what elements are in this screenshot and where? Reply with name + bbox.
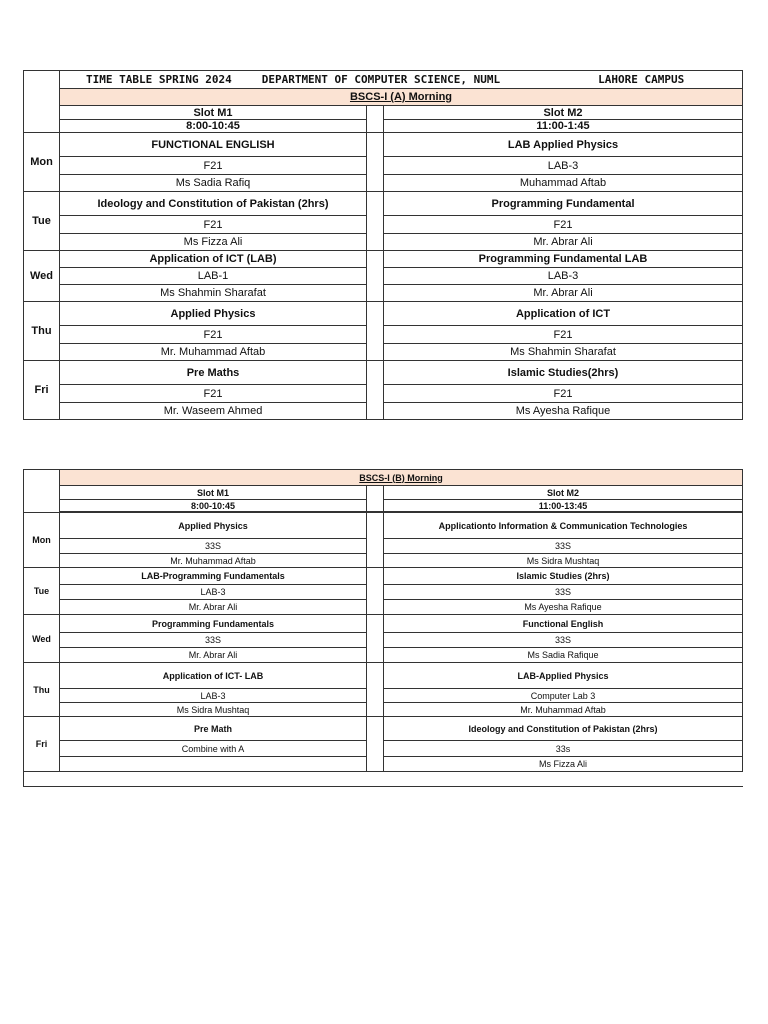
teacher: Ms Sadia Rafiq [60, 175, 367, 192]
teacher: Ms Shahmin Sharafat [60, 285, 367, 302]
room: F21 [60, 385, 367, 403]
course-name: Pre Maths [60, 361, 367, 385]
spacer-cell [367, 513, 384, 568]
table-row [24, 615, 743, 633]
table-row [24, 663, 743, 689]
spacer-cell [367, 486, 384, 512]
spacer-cell [367, 663, 384, 717]
teacher: Mr. Abrar Ali [384, 234, 743, 251]
section-a-heading: BSCS-I (A) Morning [60, 89, 743, 106]
room: F21 [60, 157, 367, 175]
table-row [24, 251, 743, 268]
day-label: Thu [24, 663, 60, 717]
room: LAB-3 [384, 157, 743, 175]
timetable-header [60, 71, 743, 89]
slot-m2-label: Slot M2 [384, 106, 743, 120]
room: Computer Lab 3 [384, 689, 743, 703]
table-row [24, 772, 743, 787]
corner-cell [24, 71, 60, 133]
slot-m1-time: 8:00-10:45 [60, 120, 367, 133]
room: F21 [384, 216, 743, 234]
spacer-cell [367, 302, 384, 361]
day-label: Wed [24, 615, 60, 663]
empty-cell [60, 772, 743, 787]
teacher: Mr. Muhammad Aftab [60, 344, 367, 361]
day-label: Tue [24, 568, 60, 615]
spacer-cell [367, 106, 384, 133]
room: F21 [384, 326, 743, 344]
teacher: Mr. Abrar Ali [60, 600, 367, 615]
room: LAB-1 [60, 268, 367, 285]
course-name: Islamic Studies (2hrs) [384, 568, 743, 585]
spacer-cell [367, 251, 384, 302]
day-label: Wed [24, 251, 60, 302]
day-label: Tue [24, 192, 60, 251]
day-label: Mon [24, 513, 60, 568]
room: LAB-3 [384, 268, 743, 285]
spacer-cell [367, 615, 384, 663]
teacher: Ms Ayesha Rafique [384, 600, 743, 615]
teacher: Ms Ayesha Rafique [384, 403, 743, 420]
course-name: LAB-Applied Physics [384, 663, 743, 689]
spacer-cell [367, 717, 384, 772]
teacher: Mr. Muhammad Aftab [60, 554, 367, 568]
course-name: Applied Physics [60, 513, 367, 539]
room: 33S [60, 633, 367, 648]
table-row [24, 302, 743, 326]
spacer-cell [367, 361, 384, 420]
department-name: DEPARTMENT OF COMPUTER SCIENCE, NUML [261, 73, 501, 86]
room: 33S [60, 539, 367, 554]
course-name: Applied Physics [60, 302, 367, 326]
teacher: Ms Sidra Mushtaq [384, 554, 743, 568]
course-name: Application of ICT [384, 302, 743, 326]
course-name: Ideology and Constitution of Pakistan (2hrs) [384, 717, 743, 741]
table-row [24, 192, 743, 216]
course-name: Programming Fundamental [384, 192, 743, 216]
teacher: Muhammad Aftab [384, 175, 743, 192]
teacher: Mr. Abrar Ali [60, 648, 367, 663]
day-label: Mon [24, 133, 60, 192]
timetable-section-b [23, 469, 743, 787]
teacher: Mr. Muhammad Aftab [384, 703, 743, 717]
slot-m2-time: 11:00-13:45 [384, 500, 743, 512]
teacher: Ms Fizza Ali [60, 234, 367, 251]
slot-m2-label: Slot M2 [384, 486, 743, 500]
room: 33s [384, 741, 743, 757]
room: 33S [384, 633, 743, 648]
room: F21 [60, 216, 367, 234]
teacher: Ms Sadia Rafique [384, 648, 743, 663]
day-label: Thu [24, 302, 60, 361]
table-row [24, 133, 743, 157]
campus-name: LAHORE CAMPUS [598, 73, 685, 86]
room: F21 [60, 326, 367, 344]
course-name: Application of ICT (LAB) [60, 251, 367, 268]
table-row [24, 568, 743, 585]
course-name: FUNCTIONAL ENGLISH [60, 133, 367, 157]
course-name: Programming Fundamental LAB [384, 251, 743, 268]
slot-m1-label: Slot M1 [60, 106, 367, 120]
room: F21 [384, 385, 743, 403]
teacher [60, 757, 367, 772]
day-label: Fri [24, 361, 60, 420]
table-row [24, 717, 743, 741]
teacher: Mr. Waseem Ahmed [60, 403, 367, 420]
slot-m2-time: 11:00-1:45 [384, 120, 743, 133]
course-name: Ideology and Constitution of Pakistan (2hrs) [60, 192, 367, 216]
timetable-title: TIME TABLE SPRING 2024 [86, 73, 232, 86]
corner-cell [24, 470, 60, 513]
day-label: Fri [24, 717, 60, 772]
table-row [24, 513, 743, 539]
room: Combine with A [60, 741, 367, 757]
room: LAB-3 [60, 689, 367, 703]
teacher: Mr. Abrar Ali [384, 285, 743, 302]
empty-cell [24, 772, 60, 787]
teacher: Ms Sidra Mushtaq [60, 703, 367, 717]
course-name: Functional English [384, 615, 743, 633]
spacer-cell [367, 133, 384, 192]
spacer-cell [367, 192, 384, 251]
table-row [24, 361, 743, 385]
course-name: Islamic Studies(2hrs) [384, 361, 743, 385]
slot-m1-time: 8:00-10:45 [60, 500, 367, 512]
teacher: Ms Shahmin Sharafat [384, 344, 743, 361]
room: 33S [384, 585, 743, 600]
room: 33S [384, 539, 743, 554]
teacher: Ms Fizza Ali [384, 757, 743, 772]
section-b-heading: BSCS-I (B) Morning [60, 470, 743, 486]
course-name: LAB-Programming Fundamentals [60, 568, 367, 585]
timetable-section-a [23, 70, 743, 420]
course-name: Programming Fundamentals [60, 615, 367, 633]
room: LAB-3 [60, 585, 367, 600]
spacer-cell [367, 568, 384, 615]
slot-m1-label: Slot M1 [60, 486, 367, 500]
course-name: LAB Applied Physics [384, 133, 743, 157]
course-name: Applicationto Information & Communication Technologies [384, 513, 743, 539]
course-name: Pre Math [60, 717, 367, 741]
course-name: Application of ICT- LAB [60, 663, 367, 689]
